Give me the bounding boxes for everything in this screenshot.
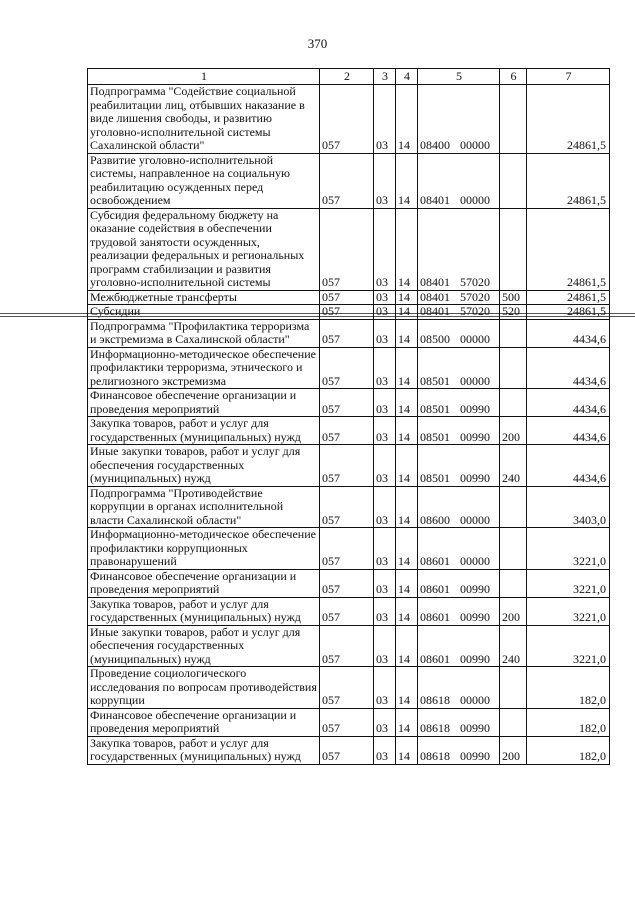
header-cell: 1 [88, 69, 320, 85]
expense-type-code: 200 [500, 417, 527, 445]
amount: 4434,6 [527, 389, 610, 417]
amount: 3221,0 [527, 569, 610, 597]
item-name: Подпрограмма "Противодействие коррупции в органах исполнительной власти Сахалинской области" [88, 486, 320, 528]
item-name: Субсидия федеральному бюджету на оказание содействия в обеспечении трудовой занятости осужденных, реализации федеральных и региональных программ стабилизации и развития уголовно-исполнительной системы [88, 208, 320, 290]
grbs-code: 057 [320, 389, 374, 417]
expense-type-code: 240 [500, 625, 527, 667]
item-name: Проведение социологического исследования по вопросам противодействия коррупции [88, 667, 320, 709]
section-code: 03 [374, 486, 396, 528]
section-code: 03 [374, 389, 396, 417]
target-article-code: 08401 57020 [418, 305, 500, 320]
subsection-code: 14 [396, 319, 418, 347]
amount: 24861,5 [527, 153, 610, 208]
page-number: 370 [307, 36, 328, 51]
grbs-code: 057 [320, 319, 374, 347]
amount: 182,0 [527, 736, 610, 764]
header-cell: 3 [374, 69, 396, 85]
amount: 4434,6 [527, 319, 610, 347]
table-row [88, 486, 610, 528]
budget-table [87, 68, 610, 765]
table-row [88, 597, 610, 625]
grbs-code: 057 [320, 305, 374, 320]
subsection-code: 14 [396, 347, 418, 389]
grbs-code: 057 [320, 625, 374, 667]
amount: 3221,0 [527, 597, 610, 625]
section-code: 03 [374, 528, 396, 570]
subsection-code: 14 [396, 417, 418, 445]
section-code: 03 [374, 445, 396, 487]
section-code: 03 [374, 208, 396, 290]
section-code: 03 [374, 347, 396, 389]
target-article-code: 08501 00990 [418, 389, 500, 417]
expense-type-code [500, 528, 527, 570]
table-row [88, 708, 610, 736]
subsection-code: 14 [396, 736, 418, 764]
item-name: Финансовое обеспечение организации и проведения мероприятий [88, 708, 320, 736]
expense-type-code [500, 85, 527, 154]
table-row [88, 569, 610, 597]
target-article-code: 08618 00000 [418, 667, 500, 709]
section-code: 03 [374, 305, 396, 320]
target-article-code: 08500 00000 [418, 319, 500, 347]
amount: 24861,5 [527, 85, 610, 154]
section-code: 03 [374, 625, 396, 667]
expense-type-code: 200 [500, 736, 527, 764]
grbs-code: 057 [320, 290, 374, 305]
header-cell: 7 [527, 69, 610, 85]
expense-type-code [500, 319, 527, 347]
target-article-code: 08601 00990 [418, 597, 500, 625]
grbs-code: 057 [320, 208, 374, 290]
subsection-code: 14 [396, 486, 418, 528]
header-cell: 4 [396, 69, 418, 85]
amount: 4434,6 [527, 347, 610, 389]
target-article-code: 08618 00990 [418, 736, 500, 764]
subsection-code: 14 [396, 290, 418, 305]
expense-type-code: 500 [500, 290, 527, 305]
target-article-code: 08501 00990 [418, 417, 500, 445]
table-row [88, 208, 610, 290]
grbs-code: 057 [320, 569, 374, 597]
item-name: Закупка товаров, работ и услуг для государственных (муниципальных) нужд [88, 597, 320, 625]
grbs-code: 057 [320, 528, 374, 570]
target-article-code: 08401 57020 [418, 290, 500, 305]
item-name: Информационно-методическое обеспечение профилактики терроризма, этнического и религиозного экстремизма [88, 347, 320, 389]
grbs-code: 057 [320, 667, 374, 709]
item-name: Межбюджетные трансферты [88, 290, 320, 305]
section-code: 03 [374, 319, 396, 347]
subsection-code: 14 [396, 569, 418, 597]
item-name: Финансовое обеспечение организации и проведения мероприятий [88, 389, 320, 417]
subsection-code: 14 [396, 305, 418, 320]
header-cell: 2 [320, 69, 374, 85]
table-row [88, 625, 610, 667]
target-article-code: 08501 00000 [418, 347, 500, 389]
target-article-code: 08601 00990 [418, 625, 500, 667]
item-name: Субсидии [88, 305, 320, 320]
expense-type-code [500, 208, 527, 290]
grbs-code: 057 [320, 85, 374, 154]
header-row [88, 69, 610, 85]
subsection-code: 14 [396, 667, 418, 709]
section-code: 03 [374, 597, 396, 625]
amount: 4434,6 [527, 445, 610, 487]
table-row [88, 347, 610, 389]
section-code: 03 [374, 569, 396, 597]
expense-type-code [500, 569, 527, 597]
table-row [88, 445, 610, 487]
expense-type-code: 200 [500, 597, 527, 625]
header-cell: 5 [418, 69, 500, 85]
item-name: Финансовое обеспечение организации и проведения мероприятий [88, 569, 320, 597]
table-row [88, 528, 610, 570]
expense-type-code [500, 667, 527, 709]
table-row [88, 290, 610, 305]
item-name: Иные закупки товаров, работ и услуг для обеспечения государственных (муниципальных) нужд [88, 625, 320, 667]
header-cell: 6 [500, 69, 527, 85]
subsection-code: 14 [396, 528, 418, 570]
expense-type-code [500, 708, 527, 736]
expense-type-code: 520 [500, 305, 527, 320]
amount: 24861,5 [527, 208, 610, 290]
table-row [88, 389, 610, 417]
grbs-code: 057 [320, 347, 374, 389]
table-row [88, 85, 610, 154]
item-name: Развитие уголовно-исполнительной системы, направленное на социальную реабилитацию осужденных перед освобождением [88, 153, 320, 208]
grbs-code: 057 [320, 486, 374, 528]
section-code: 03 [374, 417, 396, 445]
grbs-code: 057 [320, 736, 374, 764]
subsection-code: 14 [396, 625, 418, 667]
amount: 4434,6 [527, 417, 610, 445]
subsection-code: 14 [396, 708, 418, 736]
target-article-code: 08601 00990 [418, 569, 500, 597]
item-name: Закупка товаров, работ и услуг для государственных (муниципальных) нужд [88, 736, 320, 764]
target-article-code: 08400 00000 [418, 85, 500, 154]
amount: 3221,0 [527, 625, 610, 667]
subsection-code: 14 [396, 85, 418, 154]
target-article-code: 08401 00000 [418, 153, 500, 208]
amount: 3403,0 [527, 486, 610, 528]
item-name: Иные закупки товаров, работ и услуг для обеспечения государственных (муниципальных) нужд [88, 445, 320, 487]
section-code: 03 [374, 85, 396, 154]
subsection-code: 14 [396, 445, 418, 487]
subsection-code: 14 [396, 208, 418, 290]
target-article-code: 08600 00000 [418, 486, 500, 528]
section-code: 03 [374, 153, 396, 208]
grbs-code: 057 [320, 597, 374, 625]
table-row [88, 305, 610, 320]
subsection-code: 14 [396, 597, 418, 625]
expense-type-code [500, 389, 527, 417]
amount: 3221,0 [527, 528, 610, 570]
expense-type-code [500, 153, 527, 208]
table-row [88, 153, 610, 208]
section-code: 03 [374, 667, 396, 709]
item-name: Информационно-методическое обеспечение профилактики коррупционных правонарушений [88, 528, 320, 570]
subsection-code: 14 [396, 389, 418, 417]
item-name: Подпрограмма "Профилактика терроризма и экстремизма в Сахалинской области" [88, 319, 320, 347]
table-row [88, 736, 610, 764]
item-name: Подпрограмма "Содействие социальной реабилитации лиц, отбывших наказание в виде лишения свободы, и развитию уголовно-исполнительной системы Сахалинской области" [88, 85, 320, 154]
table-row [88, 667, 610, 709]
section-code: 03 [374, 708, 396, 736]
target-article-code: 08501 00990 [418, 445, 500, 487]
grbs-code: 057 [320, 708, 374, 736]
table-row [88, 417, 610, 445]
subsection-code: 14 [396, 153, 418, 208]
expense-type-code [500, 347, 527, 389]
amount: 182,0 [527, 708, 610, 736]
amount: 24861,5 [527, 305, 610, 320]
table-row [88, 319, 610, 347]
target-article-code: 08618 00990 [418, 708, 500, 736]
grbs-code: 057 [320, 417, 374, 445]
target-article-code: 08601 00000 [418, 528, 500, 570]
section-code: 03 [374, 736, 396, 764]
section-code: 03 [374, 290, 396, 305]
target-article-code: 08401 57020 [418, 208, 500, 290]
expense-type-code: 240 [500, 445, 527, 487]
amount: 24861,5 [527, 290, 610, 305]
amount: 182,0 [527, 667, 610, 709]
expense-type-code [500, 486, 527, 528]
grbs-code: 057 [320, 445, 374, 487]
grbs-code: 057 [320, 153, 374, 208]
item-name: Закупка товаров, работ и услуг для государственных (муниципальных) нужд [88, 417, 320, 445]
